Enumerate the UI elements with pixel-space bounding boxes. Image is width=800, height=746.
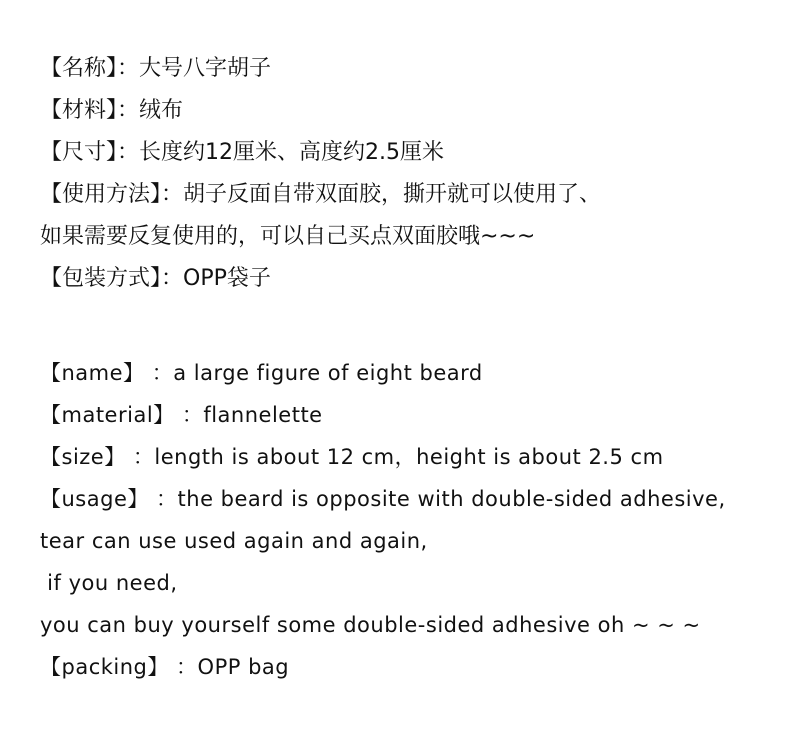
- usage-line-en-4: you can buy yourself some double-sided adhesive oh ~ ~ ~: [40, 613, 701, 637]
- material-line-en: 【material】 ：flannelette: [40, 403, 323, 427]
- usage-line-en-3: if you need,: [40, 571, 178, 595]
- size-line-zh: 【尺寸】：长度约12厘米、高度约2.5厘米: [40, 140, 444, 165]
- name-line-en: 【name】 ：a large figure of eight beard: [40, 361, 483, 385]
- material-line-zh: 【材料】：绒布: [40, 98, 184, 123]
- size-line-en: 【size】 ：length is about 12 cm，height is about 2.5 cm: [40, 445, 664, 469]
- usage-line-zh-2: 如果需要反复使用的，可以自己买点双面胶哦~~~: [40, 224, 536, 249]
- name-line-zh: 【名称】：大号八字胡子: [40, 56, 272, 81]
- packing-line-en: 【packing】 ：OPP bag: [40, 655, 290, 679]
- usage-line-zh-1: 【使用方法】：胡子反面自带双面胶，撕开就可以使用了、: [40, 182, 602, 207]
- usage-line-en-2: tear can use used again and again,: [40, 529, 428, 553]
- packing-line-zh: 【包装方式】：OPP袋子: [40, 266, 271, 291]
- usage-line-en-1: 【usage】 ：the beard is opposite with double-sided adhesive,: [40, 487, 726, 511]
